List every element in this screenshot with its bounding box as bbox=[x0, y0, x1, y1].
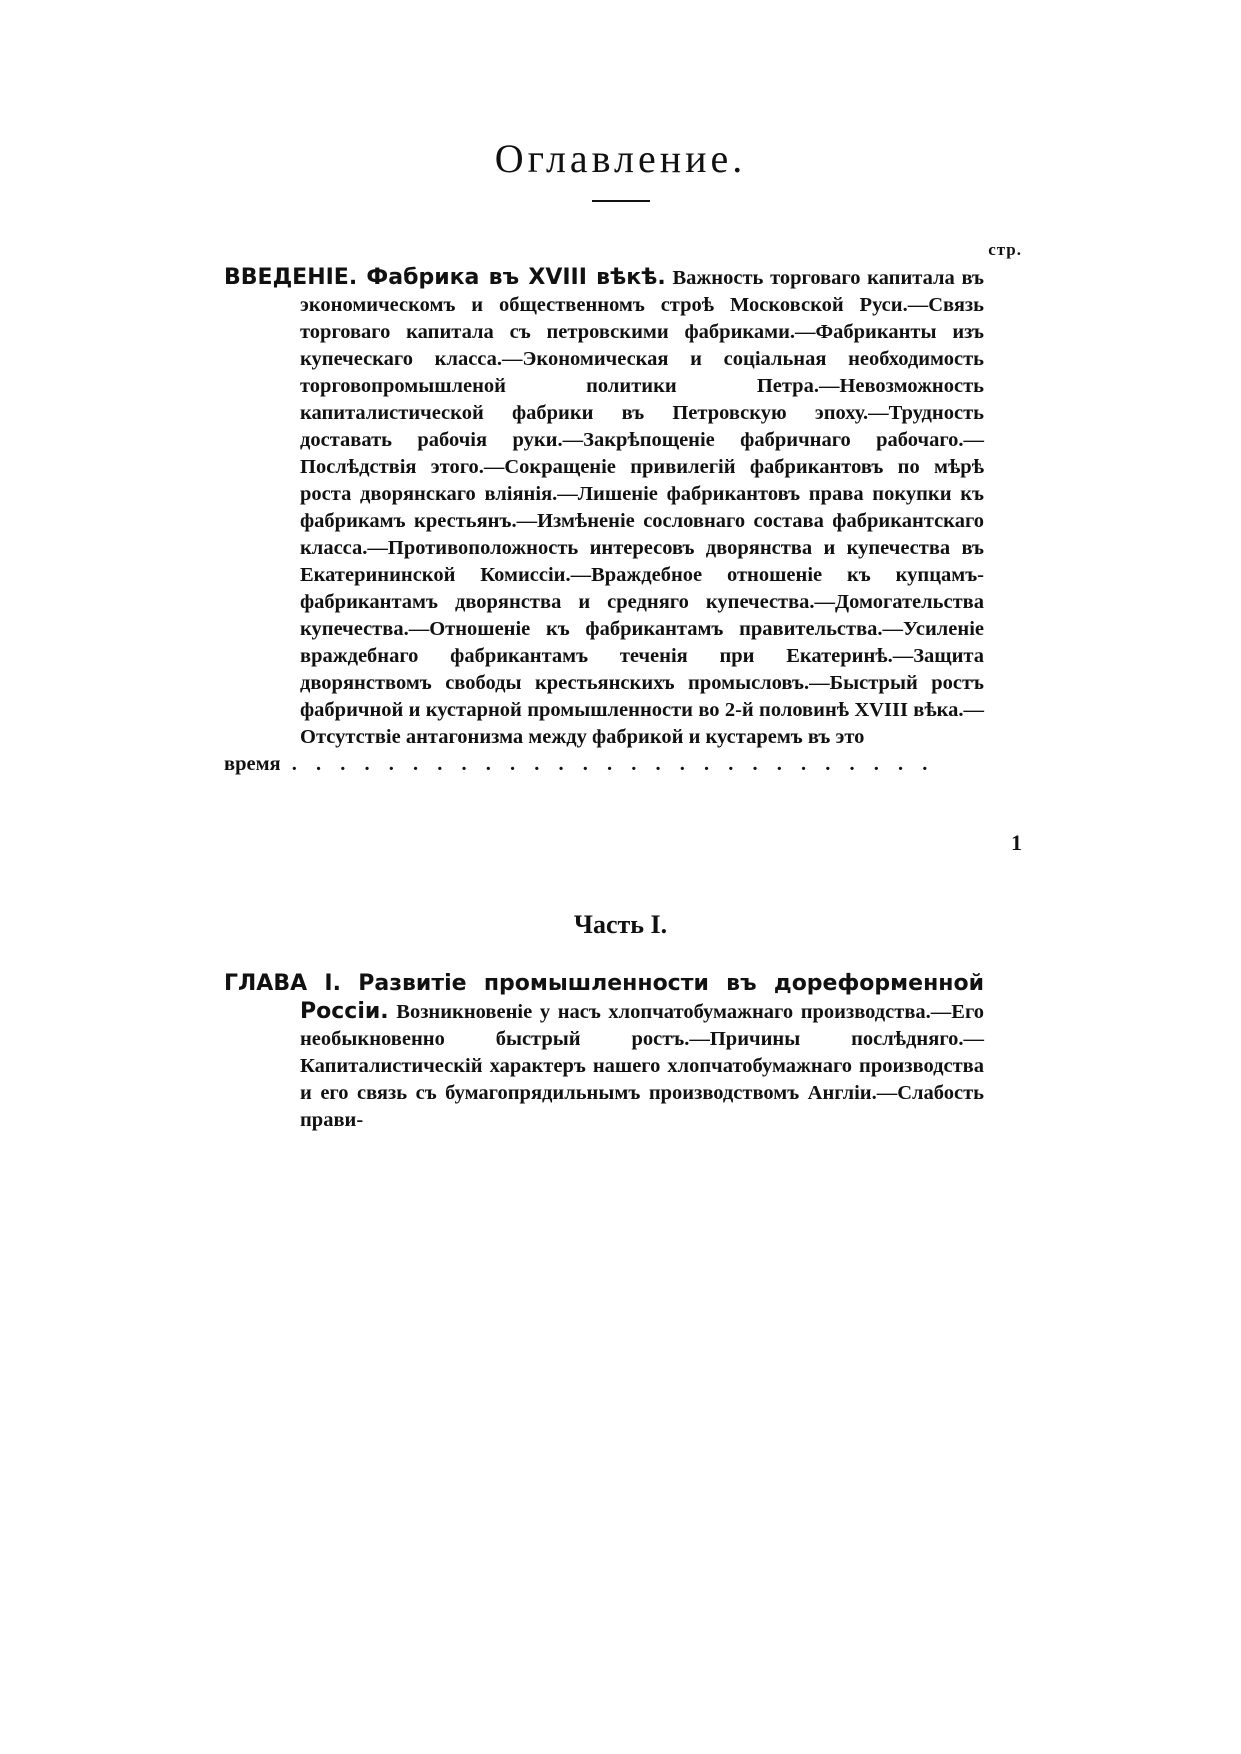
entry-last-word: время bbox=[224, 753, 281, 775]
part-heading: Часть I. bbox=[573, 910, 668, 939]
page-title: Оглавление. bbox=[494, 135, 747, 181]
entry-description: Возникновеніе у насъ хлопчатобумажнаго производства.—Его необыкновенно быстрый ростъ.—Причины послѣдняго.—Капиталистическій характеръ нашего хлопчатобумажнаго производства и его связь съ бумагопрядильнымъ производствомъ Англіи.—Слабость прави- bbox=[300, 1001, 984, 1131]
entry-text bbox=[224, 970, 984, 1134]
dot-leader: . . . . . . . . . . . . . . . . . . . . . . . . . . . bbox=[291, 753, 935, 775]
entry-leader-line bbox=[224, 751, 984, 778]
page-column-header: стр. bbox=[988, 240, 1022, 259]
entry-heading: ГЛАВА I. Развитіе промышленности въ дореформенной Россіи. bbox=[224, 971, 984, 1024]
entry-text bbox=[224, 264, 984, 751]
toc-entry-chapter-1 bbox=[224, 970, 984, 1134]
page-number: 1 bbox=[1011, 830, 1022, 855]
title-divider bbox=[592, 200, 650, 202]
toc-entry-introduction bbox=[224, 264, 984, 778]
entry-heading: ВВЕДЕНІЕ. Фабрика въ XVIII вѣкѣ. bbox=[224, 265, 666, 290]
entry-description: Важность торговаго капитала въ экономическомъ и общественномъ строѣ Московской Руси.—Связь торговаго капитала съ петровскими фабриками.—Фабриканты изъ купеческаго класса.—Экономическая и соціальная необходимость торговопромышленой политики Петра.—Невозможность капиталистической фабрики въ Петровскую эпоху.—Трудность доставать рабочія руки.—Закрѣпощеніе фабричнаго рабочаго.—Послѣдствія этого.—Сокращеніе привилегій фабрикантовъ по мѣрѣ роста дворянскаго вліянія.—Лишеніе фабрикантовъ права покупки къ фабрикамъ крестьянъ.—Измѣненіе сословнаго состава фабрикантскаго класса.—Противоположность интересовъ дворянства и купечества въ Екатерининской Комиссіи.—Враждебное отношеніе къ купцамъ-фабрикантамъ дворянства и средняго купечества.—Домогательства купечества.—Отношеніе къ фабрикантамъ правительства.—Усиленіе враждебнаго фабрикантамъ теченія при Екатеринѣ.—Защита дворянствомъ свободы крестьянскихъ промысловъ.—Быстрый ростъ фабричной и кустарной промышленности во 2-й половинѣ XVIII вѣка.—Отсутствіе антагонизма между фабрикой и кустаремъ въ это bbox=[300, 267, 985, 748]
